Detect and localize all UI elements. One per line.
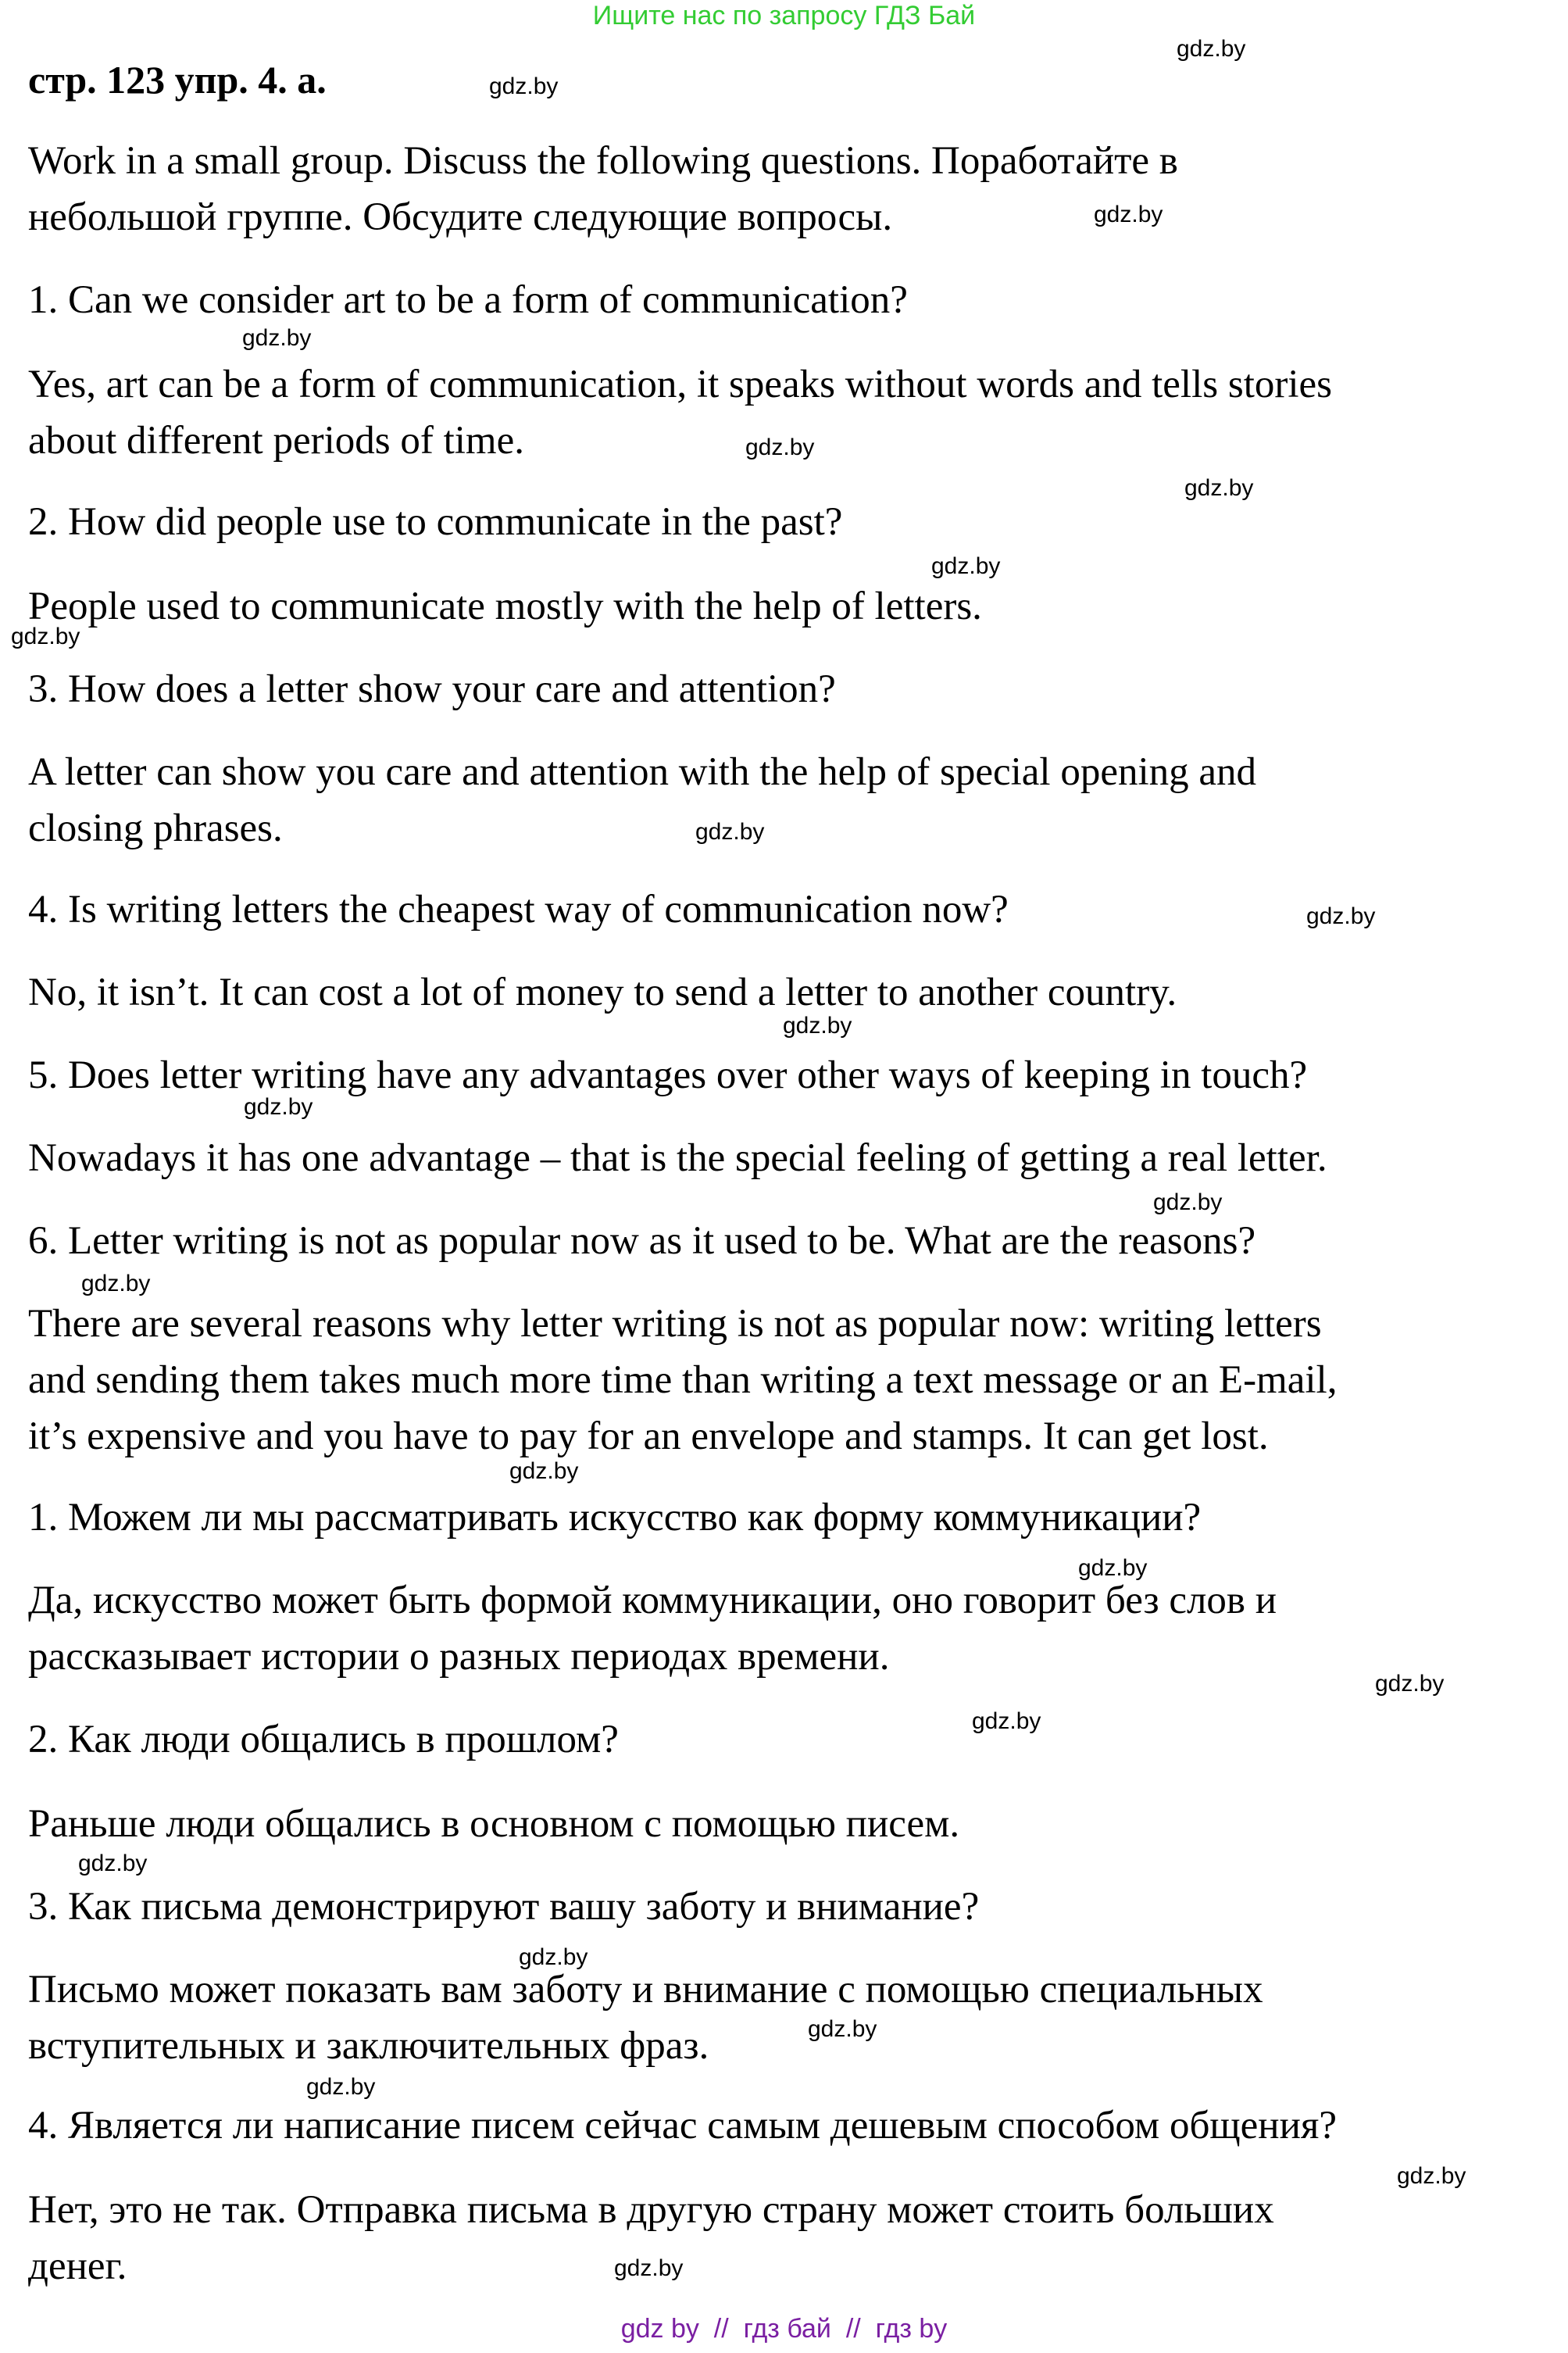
answer-1-en-line-2: about different periods of time.	[28, 419, 524, 463]
answer-6-en-line-3: it’s expensive and you have to pay for an envelope and stamps. It can get lost.	[28, 1414, 1269, 1458]
watermark: gdz.by	[81, 1271, 151, 1296]
watermark: gdz.by	[244, 1094, 313, 1120]
answer-6-en-line-2: and sending them takes much more time than writing a text message or an E-mail,	[28, 1358, 1338, 1402]
watermark: gdz.by	[509, 1458, 579, 1484]
question-4-en: 4. Is writing letters the cheapest way of communication now?	[28, 888, 1009, 932]
watermark: gdz.by	[519, 1944, 588, 1970]
watermark: gdz.by	[242, 325, 312, 351]
answer-1-ru-line-1: Да, искусство может быть формой коммуникации, оно говорит без слов и	[28, 1579, 1277, 1622]
answer-3-ru-line-2: вступительных и заключительных фраз.	[28, 2024, 709, 2068]
watermark: gdz.by	[695, 819, 765, 845]
answer-1-ru	[28, 1572, 1552, 1685]
top-banner[interactable]: Ищите нас по запросу ГДЗ Бай	[592, 1, 976, 30]
question-6-en: 6. Letter writing is not as popular now as it used to be. What are the reasons?	[28, 1219, 1256, 1263]
answer-6-en-line-1: There are several reasons why letter writing is not as popular now: writing letters	[28, 1302, 1322, 1346]
answer-3-ru	[28, 1961, 1552, 2074]
answer-4-ru	[28, 2182, 1552, 2294]
answer-1-ru-line-2: рассказывает истории о разных периодах времени.	[28, 1635, 890, 1679]
answer-3-en-line-2: closing phrases.	[28, 806, 283, 850]
watermark: gdz.by	[808, 2016, 877, 2042]
intro-line-2: небольшой группе. Обсудите следующие вопросы.	[28, 195, 893, 239]
watermark: gdz.by	[1375, 1671, 1445, 1697]
answer-5-en: Nowadays it has one advantage – that is the special feeling of getting a real letter.	[28, 1136, 1327, 1180]
question-3-en: 3. How does a letter show your care and attention?	[28, 667, 836, 711]
watermark: gdz.by	[1153, 1189, 1223, 1215]
watermark: gdz.by	[783, 1013, 852, 1039]
question-1-ru: 1. Можем ли мы рассматривать искусство как форму коммуникации?	[28, 1496, 1202, 1539]
question-4-ru: 4. Является ли написание писем сейчас самым дешевым способом общения?	[28, 2104, 1337, 2147]
answer-4-ru-line-2: денег.	[28, 2244, 127, 2288]
footer-links[interactable]: gdz by // гдз бай // гдз by	[620, 2314, 948, 2344]
answer-4-ru-line-1: Нет, это не так. Отправка письма в другую страну может стоить больших	[28, 2188, 1274, 2232]
watermark: gdz.by	[1094, 202, 1163, 227]
question-1-en: 1. Can we consider art to be a form of communication?	[28, 278, 908, 322]
watermark: gdz.by	[1397, 2163, 1466, 2189]
watermark: gdz.by	[1078, 1555, 1148, 1581]
watermark: gdz.by	[1306, 903, 1376, 929]
watermark: gdz.by	[1184, 475, 1254, 501]
watermark: gdz.by	[745, 434, 815, 460]
answer-2-ru: Раньше люди общались в основном с помощью писем.	[28, 1802, 960, 1846]
answer-3-en	[28, 744, 1552, 856]
watermark: gdz.by	[11, 624, 80, 649]
watermark: gdz.by	[306, 2074, 376, 2100]
answer-1-en-line-1: Yes, art can be a form of communication, it speaks without words and tells stories	[28, 363, 1333, 406]
question-2-ru: 2. Как люди общались в прошлом?	[28, 1718, 619, 1761]
answer-3-ru-line-1: Письмо может показать вам заботу и внимание с помощью специальных	[28, 1968, 1263, 2011]
question-2-en: 2. How did people use to communicate in the past?	[28, 500, 843, 544]
answer-4-en: No, it isn’t. It can cost a lot of money to send a letter to another country.	[28, 971, 1177, 1014]
watermark: gdz.by	[78, 1851, 148, 1876]
intro-text	[28, 133, 1552, 245]
watermark: gdz.by	[489, 73, 559, 99]
page-title: стр. 123 упр. 4. а.	[28, 58, 327, 102]
watermark: gdz.by	[614, 2255, 684, 2281]
answer-6-en	[28, 1296, 1552, 1464]
watermark: gdz.by	[972, 1708, 1041, 1734]
intro-line-1: Work in a small group. Discuss the following questions. Поработайте в	[28, 139, 1178, 183]
answer-3-en-line-1: A letter can show you care and attention with the help of special opening and	[28, 750, 1257, 794]
watermark: gdz.by	[931, 553, 1001, 579]
question-5-en: 5. Does letter writing have any advantages over other ways of keeping in touch?	[28, 1053, 1308, 1097]
watermark: gdz.by	[1177, 36, 1246, 62]
answer-2-en: People used to communicate mostly with the help of letters.	[28, 585, 982, 628]
question-3-ru: 3. Как письма демонстрируют вашу заботу и внимание?	[28, 1885, 980, 1929]
